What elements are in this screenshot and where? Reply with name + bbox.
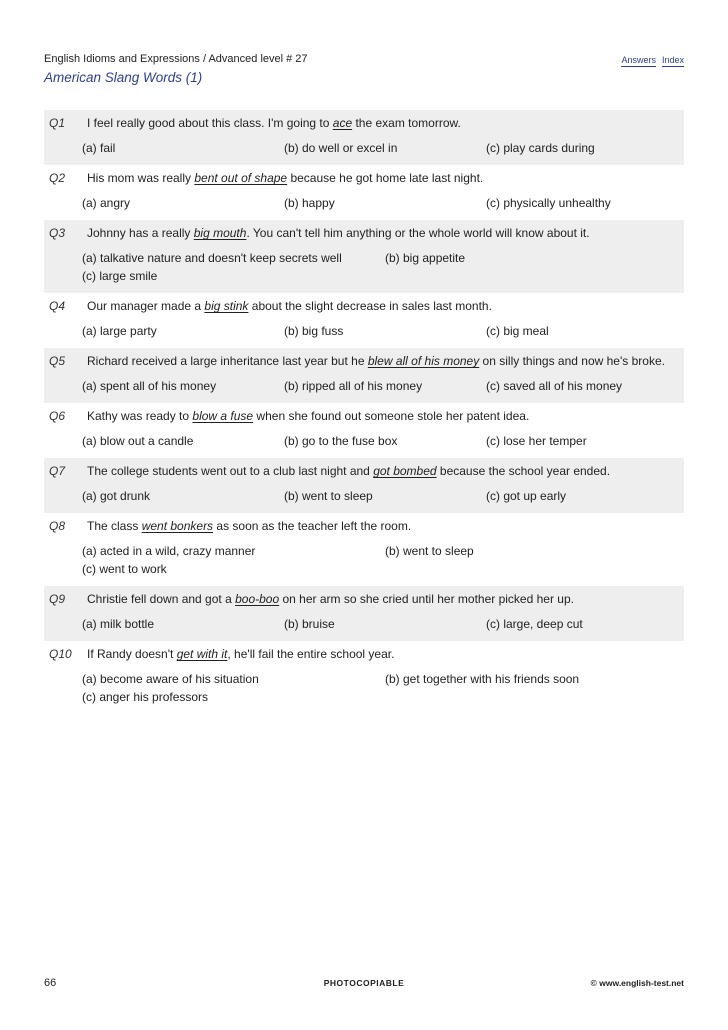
question-text: Our manager made a big stink about the slight decrease in sales last month. (87, 299, 492, 313)
option-a[interactable]: (a) large party (82, 324, 157, 338)
answer-options (82, 487, 684, 505)
option-c[interactable]: (c) large, deep cut (486, 617, 583, 631)
option-b[interactable]: (b) do well or excel in (284, 141, 398, 155)
answer-options (82, 322, 684, 340)
question-item (44, 458, 684, 513)
answer-options (82, 615, 684, 633)
option-b[interactable]: (b) happy (284, 196, 335, 210)
option-a[interactable]: (a) become aware of his situation (82, 672, 259, 686)
question-text: The college students went out to a club last night and got bombed because the school year ended. (87, 464, 611, 478)
question-list (44, 110, 684, 714)
option-c[interactable]: (c) went to work (82, 562, 167, 576)
option-a[interactable]: (a) fail (82, 141, 116, 155)
question-text: Richard received a large inheritance last year but he blew all of his money on silly things and now he's broke. (87, 354, 665, 368)
question-text: Kathy was ready to blow a fuse when she found out someone stole her patent idea. (87, 409, 530, 423)
question-number: Q9 (49, 592, 66, 606)
question-text: If Randy doesn't get with it, he'll fail the entire school year. (87, 647, 395, 661)
option-a[interactable]: (a) talkative nature and doesn't keep secrets well (82, 251, 342, 265)
option-a[interactable]: (a) spent all of his money (82, 379, 217, 393)
question-item (44, 403, 684, 458)
question-number: Q1 (49, 116, 66, 130)
option-c[interactable]: (c) large smile (82, 269, 158, 283)
option-b[interactable]: (b) big appetite (385, 251, 466, 265)
copyright-text: © www.english-test.net (590, 978, 684, 988)
question-item (44, 348, 684, 403)
idiom-phrase: blew all of his money (367, 354, 480, 368)
index-link[interactable]: Index (661, 55, 684, 65)
question-item (44, 220, 684, 293)
question-item (44, 513, 684, 586)
question-item (44, 293, 684, 348)
question-text: Johnny has a really big mouth. You can't tell him anything or the whole world will know about it. (87, 226, 590, 240)
option-c[interactable]: (c) got up early (486, 489, 567, 503)
page-number: 66 (44, 977, 57, 989)
answer-options (82, 432, 684, 450)
option-a[interactable]: (a) acted in a wild, crazy manner (82, 544, 256, 558)
idiom-phrase: got bombed (373, 464, 437, 478)
answer-options (82, 377, 684, 395)
question-text: I feel really good about this class. I'm going to ace the exam tomorrow. (87, 116, 461, 130)
idiom-phrase: went bonkers (141, 519, 214, 533)
question-item (44, 110, 684, 165)
question-item (44, 586, 684, 641)
question-number: Q4 (49, 299, 66, 313)
option-c[interactable]: (c) saved all of his money (486, 379, 623, 393)
option-b[interactable]: (b) ripped all of his money (284, 379, 423, 393)
option-b[interactable]: (b) went to sleep (284, 489, 373, 503)
idiom-phrase: big stink (204, 299, 249, 313)
option-b[interactable]: (b) get together with his friends soon (385, 672, 580, 686)
idiom-phrase: blow a fuse (192, 409, 254, 423)
page-subtitle: English Idioms and Expressions / Advanced level # 27 (44, 53, 308, 65)
idiom-phrase: bent out of shape (194, 171, 288, 185)
question-item (44, 641, 684, 714)
option-b[interactable]: (b) bruise (284, 617, 335, 631)
answer-options (82, 249, 684, 285)
question-number: Q10 (49, 647, 72, 661)
page-header (44, 53, 684, 85)
header-links (615, 55, 684, 65)
option-c[interactable]: (c) big meal (486, 324, 549, 338)
idiom-phrase: boo-boo (235, 592, 280, 606)
question-text: Christie fell down and got a boo-boo on her arm so she cried until her mother picked her up. (87, 592, 574, 606)
option-a[interactable]: (a) milk bottle (82, 617, 155, 631)
option-b[interactable]: (b) big fuss (284, 324, 344, 338)
answer-options (82, 194, 684, 212)
idiom-phrase: ace (332, 116, 353, 130)
idiom-phrase: big mouth (193, 226, 247, 240)
answers-link[interactable]: Answers (621, 55, 656, 65)
question-item (44, 165, 684, 220)
question-number: Q5 (49, 354, 66, 368)
answer-options (82, 670, 684, 706)
answer-options (82, 139, 684, 157)
question-number: Q8 (49, 519, 66, 533)
question-number: Q3 (49, 226, 66, 240)
option-b[interactable]: (b) went to sleep (385, 544, 474, 558)
option-a[interactable]: (a) angry (82, 196, 131, 210)
option-a[interactable]: (a) blow out a candle (82, 434, 194, 448)
question-text: The class went bonkers as soon as the teacher left the room. (87, 519, 412, 533)
question-number: Q6 (49, 409, 66, 423)
idiom-phrase: get with it (176, 647, 228, 661)
answer-options (82, 542, 684, 578)
option-a[interactable]: (a) got drunk (82, 489, 151, 503)
photocopiable-label: PHOTOCOPIABLE (323, 978, 405, 988)
question-text: His mom was really bent out of shape because he got home late last night. (87, 171, 484, 185)
question-number: Q2 (49, 171, 66, 185)
option-c[interactable]: (c) play cards during (486, 141, 595, 155)
question-number: Q7 (49, 464, 66, 478)
option-c[interactable]: (c) physically unhealthy (486, 196, 611, 210)
page-title: American Slang Words (1) (44, 70, 203, 85)
option-c[interactable]: (c) anger his professors (82, 690, 209, 704)
option-b[interactable]: (b) go to the fuse box (284, 434, 398, 448)
option-c[interactable]: (c) lose her temper (486, 434, 587, 448)
